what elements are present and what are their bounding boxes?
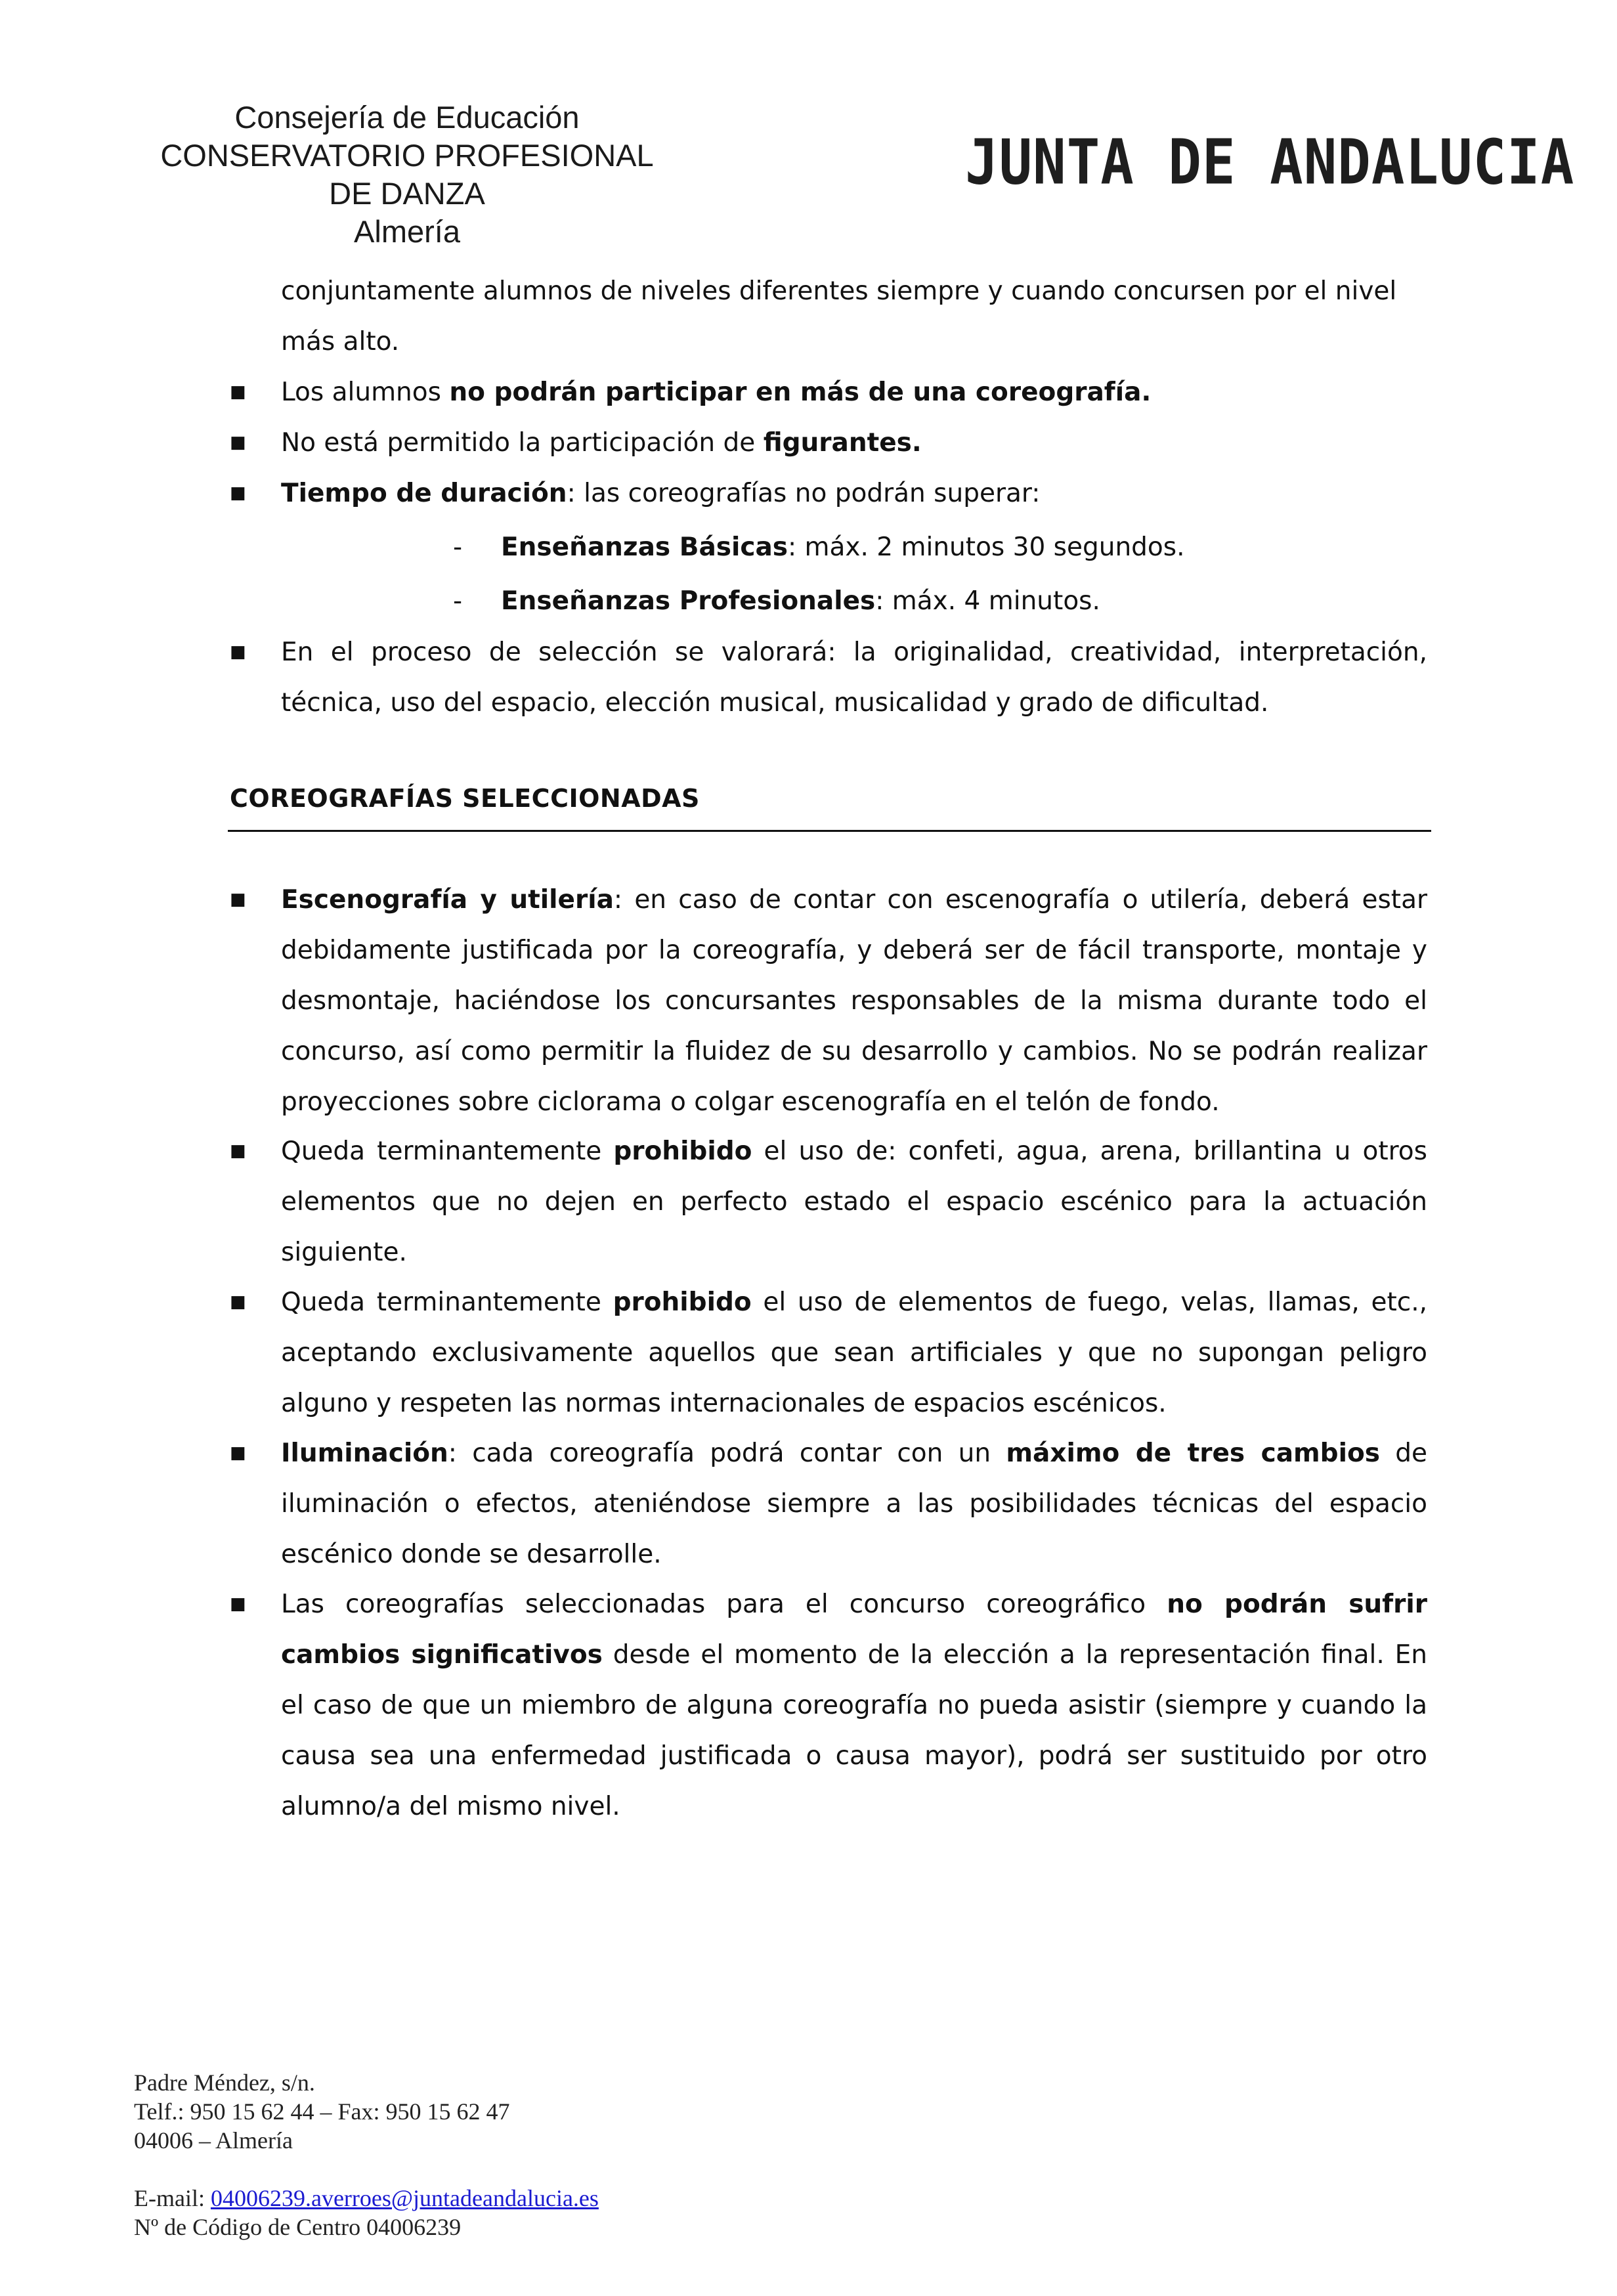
header-line-danza: DE DANZA <box>329 176 485 211</box>
bullet-text: desde el momento de la elección a la representación final. En el caso de que un miembro de alguna coreografía no pueda asistir (siempre y cuando la causa sea una enfermedad justificada o causa mayor), podrá ser sustituido por otro alumno/a del mismo nivel. <box>281 1640 1427 1821</box>
bullet-escenografia <box>281 875 1427 1127</box>
bullet-selection: En el proceso de selección se valorará: la originalidad, creatividad, interpretación, técnica, uso del espacio, elección musical, musicalidad y grado de dificultad. <box>281 638 1427 718</box>
footer-phone: Telf.: 950 15 62 44 – Fax: 950 15 62 47 <box>134 2098 510 2125</box>
duration-value: : máx. 2 minutos 30 segundos. <box>788 532 1185 562</box>
header-line-consejeria: Consejería de Educación <box>234 100 580 135</box>
bullet-cambios <box>281 1579 1427 1832</box>
footer-center-code: Nº de Código de Centro 04006239 <box>134 2214 462 2240</box>
bullet-text: Queda terminantemente <box>281 1137 614 1166</box>
bullet-bold-text: Iluminación <box>281 1439 448 1468</box>
duration-value: : máx. 4 minutos. <box>875 586 1100 616</box>
bullet-bold-text: máximo de tres cambios <box>1006 1439 1380 1468</box>
bullet-duration <box>281 468 1427 519</box>
bullet-text: : las coreografías no podrán superar: <box>567 479 1041 508</box>
bullet-bold-text: prohibido <box>613 1288 752 1317</box>
bullet-text: el uso de elementos de fuego, velas, llamas, etc., aceptando exclusivamente aquellos que sean artificiales y que no supongan peligro alguno y respeten las normas internacionales de espacios escénicos. <box>281 1288 1427 1418</box>
bullet-iluminacion <box>281 1428 1427 1580</box>
duration-basicas <box>501 522 1185 573</box>
footer-email-link[interactable]: 04006239.averroes@juntadeandalucia.es <box>210 2185 599 2211</box>
bullet-square-icon: ■ <box>230 1292 246 1312</box>
dash-marker-icon: - <box>453 586 463 616</box>
bullet-square-icon: ■ <box>230 1141 246 1161</box>
bullet-bold-text: no podrán participar en más de una coreografía. <box>449 378 1152 407</box>
bullet-square-icon: ■ <box>230 483 246 503</box>
intro-line-2: más alto. <box>281 327 400 357</box>
intro-paragraph <box>281 266 1427 367</box>
bullet-text: : en caso de contar con escenografía o utilería, deberá estar debidamente justificada por la coreografía, y deberá ser de fácil transporte, montaje y desmontaje, haciéndose los concursantes responsables de la misma durante todo el concurso, así como permitir la fluidez de su desarrollo y cambios. No se podrán realizar proyecciones sobre ciclorama o colgar escenografía en el telón de fondo. <box>281 885 1428 1117</box>
junta-andalucia-logo: JUNTA DE ANDALUCIA <box>965 126 1575 198</box>
header-line-conservatorio: CONSERVATORIO PROFESIONAL <box>160 138 654 173</box>
footer-city: 04006 – Almería <box>134 2127 293 2154</box>
footer-email-line <box>134 2184 599 2213</box>
bullet-bold-text: Escenografía y utilería <box>281 885 614 915</box>
header-line-city: Almería <box>354 214 460 249</box>
bullet-square-icon: ■ <box>230 642 246 662</box>
institution-header <box>131 98 683 251</box>
bullet-square-icon: ■ <box>230 1443 246 1463</box>
bullet-participation <box>281 367 1427 418</box>
bullet-prohibido-fuego <box>281 1277 1427 1429</box>
section-title: COREOGRAFÍAS SELECCIONADAS <box>230 784 700 813</box>
footer-spacer <box>134 2155 599 2184</box>
footer-email-label: E-mail: <box>134 2185 211 2211</box>
duration-label: Enseñanzas Básicas <box>501 532 788 562</box>
bullet-prohibido-materiales <box>281 1126 1427 1278</box>
bullet-text: Queda terminantemente <box>281 1288 613 1317</box>
footer <box>134 2068 599 2242</box>
bullet-bold-text: prohibido <box>613 1137 752 1166</box>
section-divider <box>228 830 1431 832</box>
bullet-square-icon: ■ <box>230 433 246 452</box>
bullet-square-icon: ■ <box>230 890 246 909</box>
footer-address: Padre Méndez, s/n. <box>134 2069 315 2096</box>
duration-profesionales <box>501 576 1100 626</box>
bullet-text: Los alumnos <box>281 378 450 407</box>
duration-label: Enseñanzas Profesionales <box>501 586 876 616</box>
bullet-text: No está permitido la participación de <box>281 428 764 458</box>
bullet-text: de iluminación o efectos, ateniéndose siempre a las posibilidades técnicas del espacio escénico donde se desarrolle. <box>281 1439 1427 1569</box>
bullet-figurantes <box>281 418 1427 468</box>
bullet-text: : cada coreografía podrá contar con un <box>448 1439 1006 1468</box>
bullet-text: Las coreografías seleccionadas para el concurso coreográfico <box>281 1590 1167 1619</box>
dash-marker-icon: - <box>453 532 463 562</box>
bullet-square-icon: ■ <box>230 1594 246 1614</box>
bullet-square-icon: ■ <box>230 382 246 402</box>
intro-line-1: conjuntamente alumnos de niveles diferentes siempre y cuando concursen por el nivel <box>281 276 1397 306</box>
bullet-bold-text: figurantes. <box>763 428 922 458</box>
bullet-bold-text: Tiempo de duración <box>281 479 567 508</box>
bullet-bold-text: no podrán sufrir cambios significativos <box>281 1590 1427 1670</box>
bullet-text: el uso de: confeti, agua, arena, brillantina u otros elementos que no dejen en perfecto estado el espacio escénico para la actuación siguiente. <box>281 1137 1427 1267</box>
